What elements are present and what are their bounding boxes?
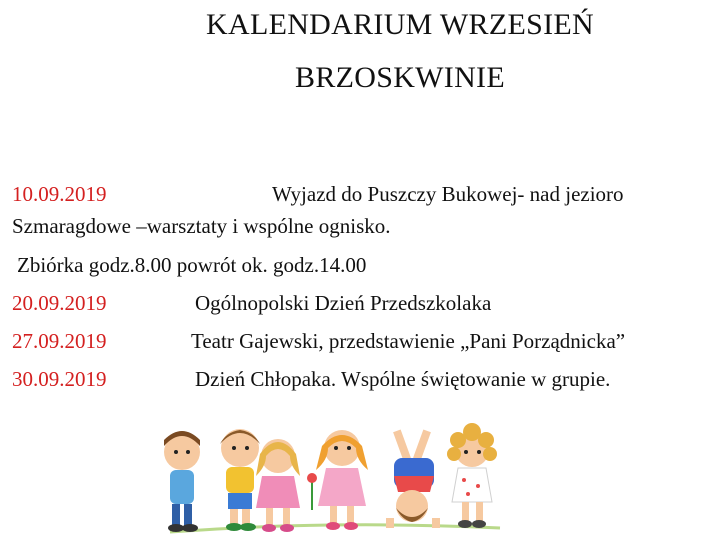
child-figure [164,431,200,532]
event-note-1: Zbiórka godz.8.00 powrót ok. godz.14.00 [17,253,367,277]
event-text-1: Wyjazd do Puszczy Bukowej- nad jezioro [272,182,624,206]
event-text-4: Dzień Chłopaka. Wspólne świętowanie w grupie. [195,367,611,391]
flower-icon [307,473,317,510]
event-date-4: 30.09.2019 [12,367,107,391]
child-figure [256,439,300,532]
child-figure [220,429,260,531]
child-figure [447,423,497,528]
page-title: KALENDARIUM WRZESIEŃ [206,8,594,41]
event-date-3: 27.09.2019 [12,329,107,353]
event-date-1: 10.09.2019 [12,182,107,206]
event-text-1-cont: Szmaragdowe –warsztaty i wspólne ognisko. [12,214,391,238]
event-text-3: Teatr Gajewski, przedstawienie „Pani Porządnicka” [191,329,626,353]
page-subtitle: BRZOSKWINIE [295,61,505,94]
children-illustration [150,420,510,542]
child-figure [316,430,368,530]
event-date-2: 20.09.2019 [12,291,107,315]
event-text-2: Ogólnopolski Dzień Przedszkolaka [195,291,492,315]
child-figure [386,430,440,528]
